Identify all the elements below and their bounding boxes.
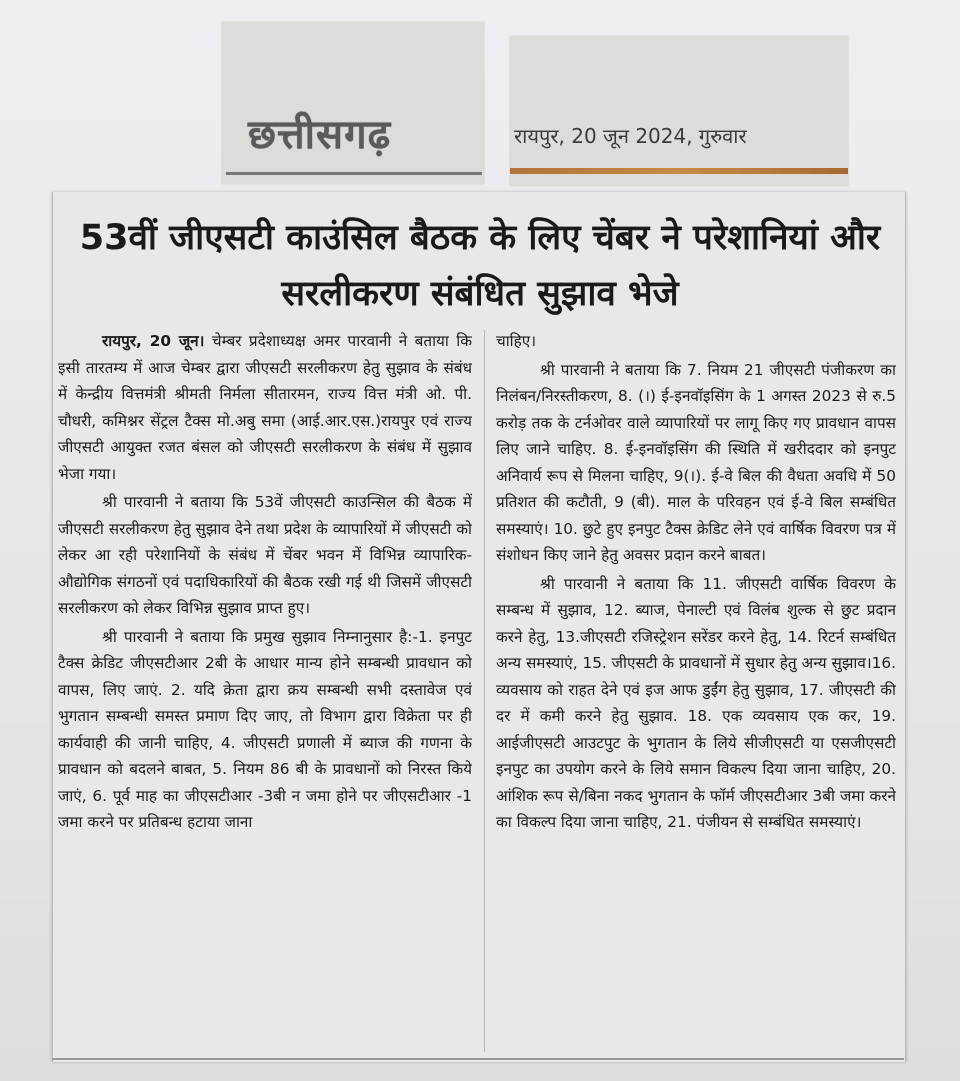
masthead-underline bbox=[226, 172, 482, 175]
paragraph: श्री पारवानी ने बताया कि 7. नियम 21 जीएसटी पंजीकरण का निलंबन/निरस्तीकरण, 8. (।) ई-इनवॉइसिंग के 1 अगस्त 2023 से रु.5 करोड़ तक के टर्नओवर वाले व्यापारियों पर लागू किए गए प्रावधान वापस लिए जाने चाहिए. 8. ई-इनवॉइसिंग की स्थिति में खरीददार को इनपुट अनिवार्य रूप से मिलना चाहिए, 9(।). ई-वे बिल की वैधता अवधि में 50 प्रतिशत की कटौती, 9 (बी). माल के परिवहन एवं ई-वे बिल सम्बंधित समस्याएं। 10. छुटे हुए इनपुट टैक्स क्रेडिट लेने एवं वार्षिक विवरण पत्र में संशोधन किए जाने हेतु अवसर प्रदान करने बाबत। bbox=[496, 360, 896, 564]
paragraph-lead: रायपुर, 20 जून। bbox=[102, 332, 205, 350]
clipping-bottom-edge bbox=[52, 1058, 904, 1060]
article-column-right bbox=[496, 328, 896, 1054]
dateline-clipping bbox=[510, 36, 848, 186]
state-section-name: छत्तीसगढ़ bbox=[248, 111, 392, 158]
paragraph-body: चेम्बर प्रदेशाध्यक्ष अमर पारवानी ने बताया कि इसी तारतम्य में आज चेम्बर द्वारा जीएसटी सरलीकरण हेतु सुझाव के संबंध में केन्द्रीय वित्तमंत्री श्रीमती निर्मला सीतारमन, राज्य वित्त मंत्री ओ. पी. चौधरी, कमिश्नर सेंट्रल टैक्स मो.अबु समा (आई.आर.एस.)रायपुर एवं राज्य जीएसटी आयुक्त रजत बंसल को जीएसटी सरलीकरण के संबंध में सुझाव भेजा गया। bbox=[58, 332, 472, 483]
paragraph bbox=[58, 328, 472, 487]
paragraph: श्री पारवानी ने बताया कि प्रमुख सुझाव निम्नानुसार है:-1. इनपुट टैक्स क्रेडिट जीएसटीआर 2बी के आधार मान्य होने सम्बन्धी प्रावधान को वापस, लिए जाएं. 2. यदि क्रेता द्वारा क्रय सम्बन्धी सभी दस्तावेज एवं भुगतान सम्बन्धी समस्त प्रमाण दिए जाए, तो विभाग द्वारा विक्रेता पर ही कार्यवाही की जानी चाहिए, 4. जीएसटी प्रणाली में ब्याज की गणना के प्रावधान को बदलने बाबत, 5. नियम 86 बी के प्रावधानों को निरस्त किये जाएं, 6. पूर्व माह का जीएसटीआर -3बी न जमा होने पर जीएसटीआर -1 जमा करने पर प्रतिबन्ध हटाया जाना bbox=[58, 627, 472, 831]
column-divider bbox=[484, 330, 485, 1052]
article-headline: 53वीं जीएसटी काउंसिल बैठक के लिए चेंबर ने परेशानियां और सरलीकरण संबंधित सुझाव भेजे bbox=[79, 218, 881, 314]
dateline-bar bbox=[510, 168, 848, 174]
article-column-left bbox=[58, 328, 472, 1054]
paragraph: चाहिए। bbox=[496, 332, 537, 350]
paragraph: श्री पारवानी ने बताया कि 53वें जीएसटी काउन्सिल की बैठक में जीएसटी सरलीकरण हेतु सुझाव देने तथा प्रदेश के व्यापारियों में जीएसटी को लेकर आ रही परेशानियों के संबंध में चेंबर भवन में विभिन्न व्यापारिक-औद्योगिक संगठनों एवं पदाधिकारियों की बैठक रखी गई थी जिसमें जीएसटी सरलीकरण को लेकर विभिन्न सुझाव प्राप्त हुए। bbox=[58, 493, 472, 617]
paragraph: श्री पारवानी ने बताया कि 11. जीएसटी वार्षिक विवरण के सम्बन्ध में सुझाव, 12. ब्याज, पेनाल्टी एवं विलंब शुल्क से छुट प्रदान करने हेतु, 13.जीएसटी रजिस्ट्रेशन सरेंडर करने हेतु, 14. रिटर्न सम्बंधित अन्य समस्याएं, 15. जीएसटी के प्रावधानों में सुधार हेतु अन्य सुझाव।16. व्यवसाय को राहत देने एवं इज आफ डुईंग हेतु सुझाव, 17. जीएसटी की दर में कमी करने हेतु सुझाव. 18. एक व्यवसाय एक कर, 19. आईजीएसटी आउटपुट के भुगतान के लिये सीजीएसटी या एसजीएसटी इनपुट का उपयोग करने के लिये समान विकल्प दिया जाना चाहिए, 20. आंशिक रूप से/बिना नकद भुगतान के फॉर्म जीएसटीआर 3बी जमा करने का विकल्प दिया जाना चाहिए, 21. पंजीयन से सम्बंधित समस्याएं। bbox=[496, 574, 896, 831]
dateline: रायपुर, 20 जून 2024, गुरुवार bbox=[514, 124, 747, 148]
